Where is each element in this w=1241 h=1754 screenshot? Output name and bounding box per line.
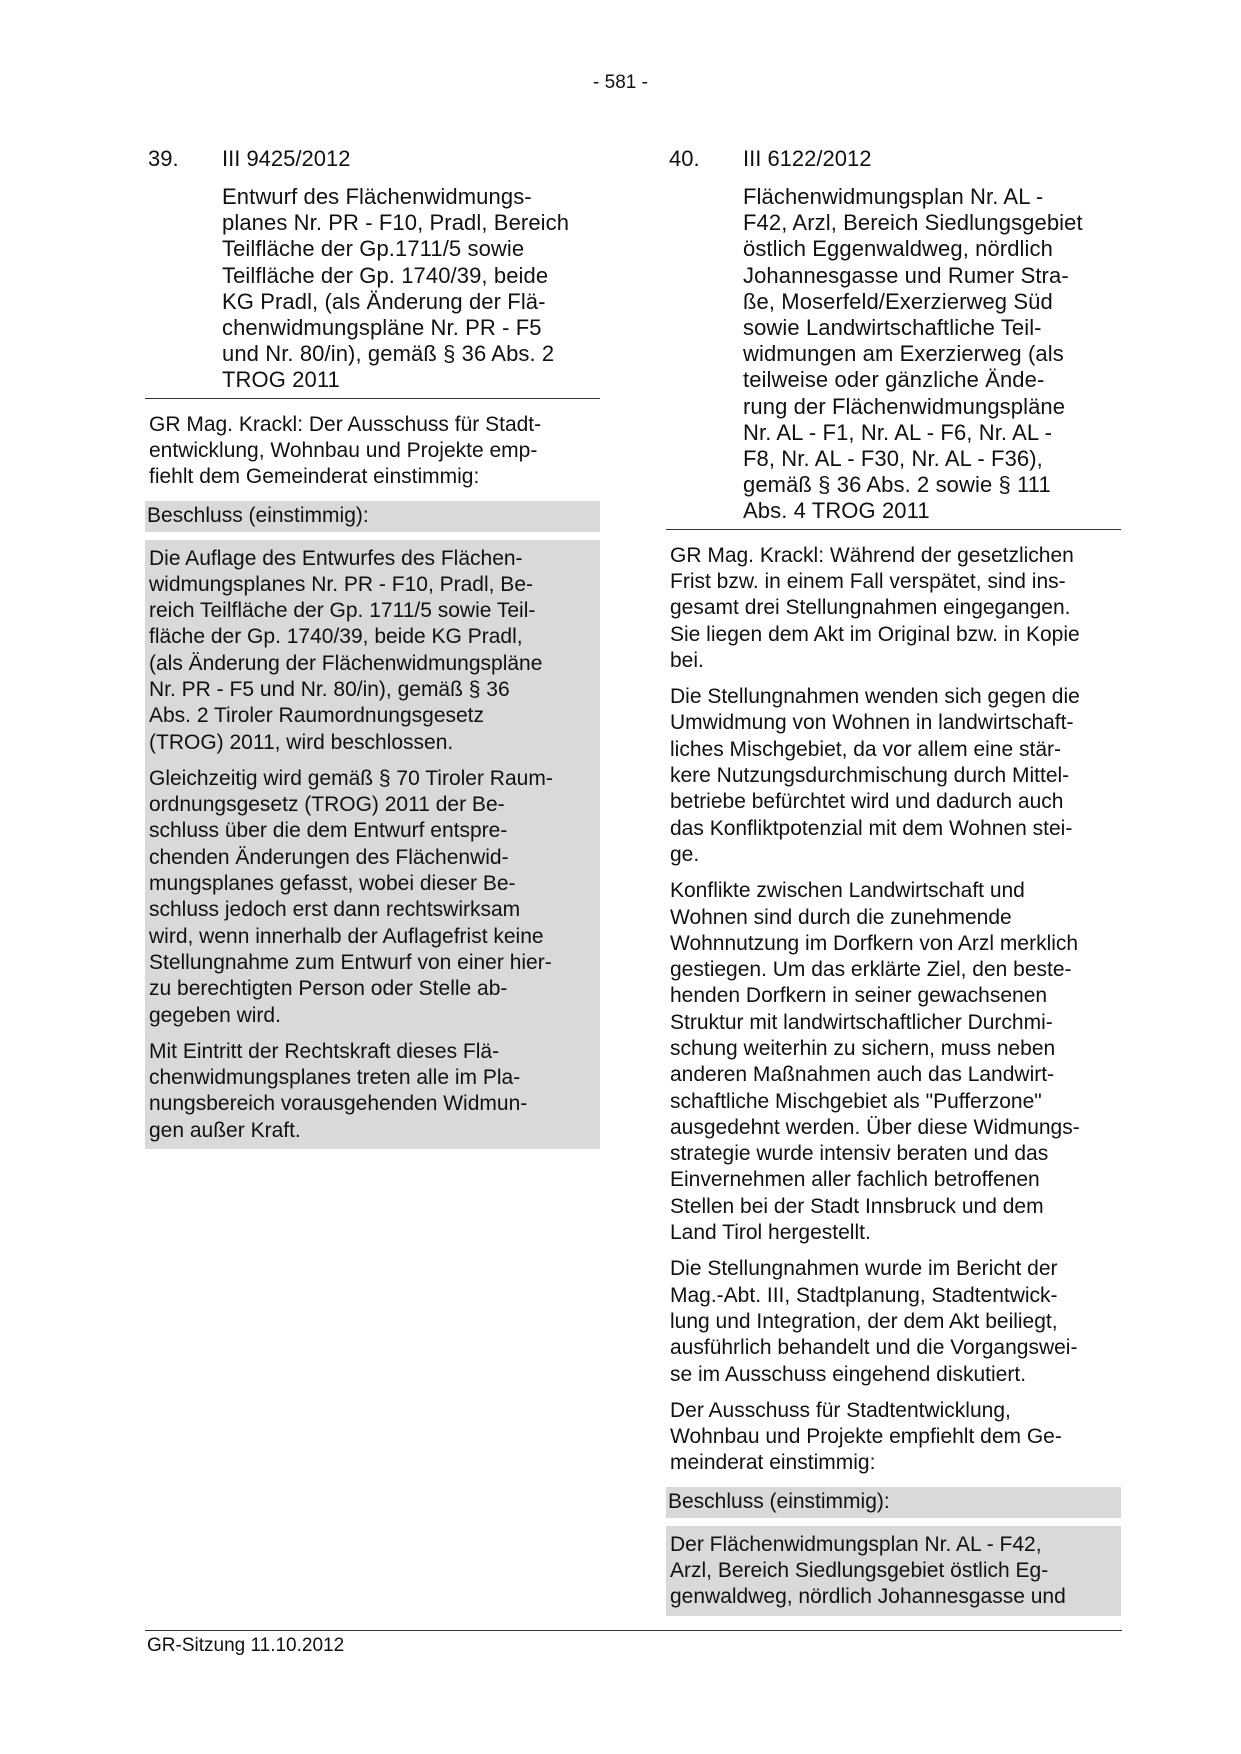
text-line: ße, Moserfeld/Exerzierweg Süd [743, 288, 1053, 314]
text-line: gestiegen. Um das erklärte Ziel, den beste- [670, 958, 1072, 982]
item-number: 39. [148, 146, 179, 171]
paragraph [668, 1532, 1119, 1611]
decision-body [666, 1526, 1121, 1616]
text-line: chenwidmungsplanes treten alle im Pla- [149, 1066, 521, 1090]
text-line: rung der Flächenwidmungspläne [743, 393, 1066, 419]
decision-box [147, 501, 598, 1150]
text-line: Abs. 4 TROG 2011 [743, 498, 930, 524]
text-line: ausführlich behandelt und die Vorgangswei- [670, 1336, 1078, 1360]
text-line: Gleichzeitig wird gemäß § 70 Tiroler Raum- [149, 766, 553, 790]
text-line: GR Mag. Krackl: Der Ausschuss für Stadt- [149, 412, 542, 436]
text-line: Flächenwidmungsplan Nr. AL - [743, 184, 1044, 209]
divider [666, 529, 1121, 530]
text-line: reich Teilfläche der Gp. 1711/5 sowie Teil- [149, 599, 536, 623]
text-line: ordnungsgesetz (TROG) 2011 der Be- [149, 793, 505, 817]
text-line: Struktur mit landwirtschaftlicher Durchmi- [670, 1010, 1053, 1034]
text-line: nungsbereich vorausgehenden Widmun- [149, 1092, 528, 1116]
text-line: Konflikte zwischen Landwirtschaft und [670, 879, 1025, 903]
text-line: Umwidmung von Wohnen in landwirtschaft- [670, 711, 1074, 735]
text-line: und Nr. 80/in), gemäß § 36 Abs. 2 [222, 341, 555, 367]
divider [145, 398, 600, 399]
page-number: - 581 - [593, 72, 648, 93]
text-line: schung weiterhin zu sichern, muss neben [670, 1036, 1056, 1060]
text-line: Arzl, Bereich Siedlungsgebiet östlich Eg- [670, 1559, 1049, 1583]
text-line: (als Änderung der Flächenwidmungspläne [149, 651, 543, 675]
text-line: Die Auflage des Entwurfes des Flächen- [149, 546, 523, 570]
text-line: liches Mischgebiet, da vor allem eine stär- [670, 737, 1062, 761]
text-line: bei. [670, 648, 704, 672]
text-line: widmungen am Exerzierweg (als [743, 341, 1064, 367]
text-line: Mag.-Abt. III, Stadtplanung, Stadtentwick- [670, 1283, 1058, 1307]
text-line: Wohnen sind durch die zunehmende [670, 905, 1012, 929]
text-line: Teilfläche der Gp.1711/5 sowie [222, 236, 525, 262]
item-title [743, 184, 1119, 527]
item-number: 40. [669, 146, 700, 171]
paragraph [147, 546, 598, 756]
intro-paragraph [147, 412, 598, 491]
item-reference: III 9425/2012 [222, 146, 351, 171]
paragraph [668, 1256, 1119, 1387]
item-header [147, 146, 598, 174]
text-line: Sie liegen dem Akt im Original bzw. in Kopie [670, 622, 1080, 646]
text-line: planes Nr. PR - F10, Pradl, Bereich [222, 210, 570, 236]
text-line: fiehlt dem Gemeinderat einstimmig: [149, 465, 480, 489]
text-line: (TROG) 2011, wird beschlossen. [149, 730, 454, 754]
text-line: Der Flächenwidmungsplan Nr. AL - F42, [670, 1532, 1042, 1556]
text-line: schluss über die dem Entwurf entspre- [149, 819, 508, 843]
text-line: widmungsplanes Nr. PR - F10, Pradl, Be- [149, 572, 533, 596]
item-title [222, 184, 598, 396]
text-line: genwaldweg, nördlich Johannesgasse und [670, 1585, 1066, 1609]
item-header [668, 146, 1119, 174]
text-line: gegeben wird. [149, 1003, 281, 1027]
text-line: betriebe befürchtet wird und dadurch auch [670, 790, 1064, 814]
text-line: F8, Nr. AL - F30, Nr. AL - F36), [743, 446, 1043, 472]
text-line: Stellen bei der Stadt Innsbruck und dem [670, 1194, 1044, 1218]
text-line: henden Dorfkern in seiner gewachsenen [670, 984, 1048, 1008]
decision-box [668, 1487, 1119, 1616]
text-line: Einvernehmen aller fachlich betroffenen [670, 1168, 1040, 1192]
text-line: wird, wenn innerhalb der Auflagefrist keine [149, 924, 544, 948]
text-line: ausgedehnt werden. Über diese Widmungs- [670, 1115, 1080, 1139]
text-line: Stellungnahme zum Entwurf von einer hier- [149, 950, 552, 974]
text-line: meinderat einstimmig: [670, 1451, 876, 1475]
text-line: Die Stellungnahmen wurde im Bericht der [670, 1257, 1058, 1281]
text-line: gen außer Kraft. [149, 1118, 301, 1142]
paragraph [147, 766, 598, 1029]
decision-label: Beschluss (einstimmig): [666, 1487, 1121, 1518]
text-line: Wohnnutzung im Dorfkern von Arzl merklich [670, 931, 1079, 955]
text-line: Mit Eintritt der Rechtskraft dieses Flä- [149, 1039, 500, 1063]
text-line: TROG 2011 [222, 367, 340, 393]
item-reference: III 6122/2012 [743, 146, 872, 171]
text-line: Frist bzw. in einem Fall verspätet, sind ins- [670, 569, 1066, 593]
text-line: Wohnbau und Projekte empfiehlt dem Ge- [670, 1425, 1062, 1449]
text-line: Die Stellungnahmen wenden sich gegen die [670, 685, 1080, 709]
text-line: anderen Maßnahmen auch das Landwirt- [670, 1063, 1055, 1087]
decision-body [145, 540, 600, 1150]
paragraph [668, 1398, 1119, 1477]
text-line: zu berechtigten Person oder Stelle ab- [149, 977, 508, 1001]
agenda-item-40 [668, 146, 1119, 1616]
text-line: mungsplanes gefasst, wobei dieser Be- [149, 872, 516, 896]
text-line: das Konfliktpotenzial mit dem Wohnen stei- [670, 816, 1073, 840]
text-line: Land Tirol hergestellt. [670, 1221, 871, 1245]
text-line: ge. [670, 842, 700, 866]
text-line: Der Ausschuss für Stadtentwicklung, [670, 1398, 1011, 1422]
text-line: östlich Eggenwaldweg, nördlich [743, 236, 1053, 262]
text-line: schaftliche Mischgebiet als "Pufferzone" [670, 1089, 1042, 1113]
decision-label: Beschluss (einstimmig): [145, 501, 600, 532]
paragraph [147, 1039, 598, 1144]
text-line: Nr. AL - F1, Nr. AL - F6, Nr. AL - [743, 419, 1053, 445]
text-line: Nr. PR - F5 und Nr. 80/in), gemäß § 36 [149, 678, 510, 701]
text-line: Entwurf des Flächenwidmungs- [222, 184, 532, 209]
text-line: Johannesgasse und Rumer Stra- [743, 262, 1069, 288]
paragraph [668, 543, 1119, 674]
text-line: chenden Änderungen des Flächenwid- [149, 845, 509, 869]
text-line: fläche der Gp. 1740/39, beide KG Pradl, [149, 625, 523, 649]
text-line: gesamt drei Stellungnahmen eingegangen. [670, 596, 1071, 620]
text-line: F42, Arzl, Bereich Siedlungsgebiet [743, 210, 1083, 236]
text-line: Abs. 2 Tiroler Raumordnungsgesetz [149, 704, 485, 728]
text-line: kere Nutzungsdurchmischung durch Mittel- [670, 764, 1070, 788]
paragraph [668, 878, 1119, 1246]
agenda-item-39 [147, 146, 598, 1149]
text-line: chenwidmungspläne Nr. PR - F5 [222, 315, 542, 341]
text-line: lung und Integration, der dem Akt beiliegt, [670, 1309, 1058, 1333]
text-line: sowie Landwirtschaftliche Teil- [743, 315, 1042, 341]
text-line: KG Pradl, (als Änderung der Flä- [222, 288, 546, 314]
text-line: entwicklung, Wohnbau und Projekte emp- [149, 438, 538, 462]
text-line: strategie wurde intensiv beraten und das [670, 1142, 1049, 1166]
text-line: se im Ausschuss eingehend diskutiert. [670, 1362, 1027, 1386]
footer-divider [145, 1630, 1122, 1631]
text-line: gemäß § 36 Abs. 2 sowie § 111 [743, 472, 1051, 498]
body-paragraphs [668, 543, 1119, 1477]
paragraph [668, 684, 1119, 868]
text-line: GR Mag. Krackl: Während der gesetzlichen [670, 543, 1074, 567]
footer-text: GR-Sitzung 11.10.2012 [147, 1635, 345, 1656]
text-line: schluss jedoch erst dann rechtswirksam [149, 898, 521, 922]
text-line: Teilfläche der Gp. 1740/39, beide [222, 262, 549, 288]
text-line: teilweise oder gänzliche Ände- [743, 367, 1045, 393]
